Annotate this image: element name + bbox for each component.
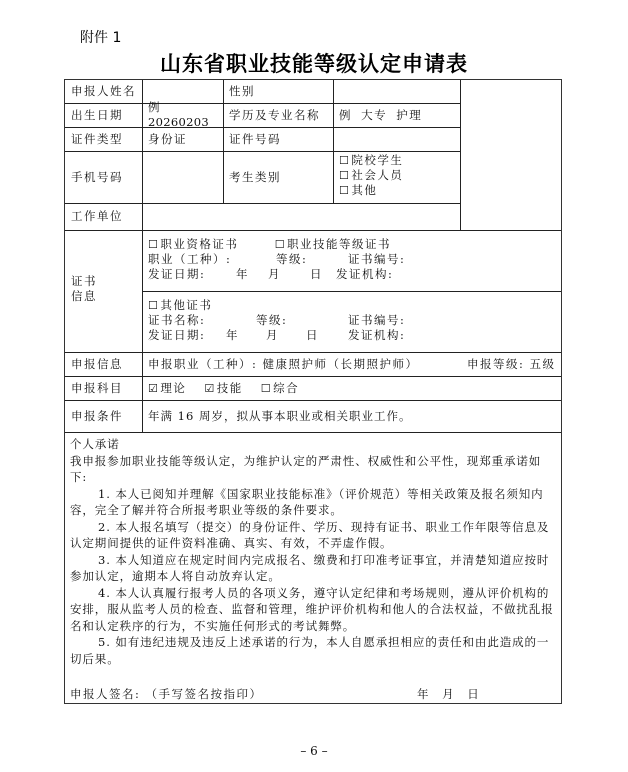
subject-comprehensive[interactable]: [261, 381, 299, 396]
other-cert-option[interactable]: [148, 298, 212, 312]
certificate-label-line2: 信息: [71, 289, 97, 303]
option-label: 其他: [351, 183, 378, 197]
subject-theory[interactable]: [148, 381, 186, 396]
category-option-other[interactable]: [339, 183, 460, 198]
option-label: 职业技能等级证书: [287, 237, 392, 251]
promise-intro: 我申报参加职业技能等级认定，为维护认定的严肃性、权威性和公平性，现郑重承诺如下:: [70, 453, 542, 484]
skill-level-cert-option[interactable]: [275, 237, 391, 251]
category-options: [333, 153, 460, 203]
subject-skill[interactable]: [204, 381, 242, 396]
year-label: 年: [236, 267, 249, 281]
checkbox-checked-icon[interactable]: ☑: [204, 381, 216, 395]
page-title: 山东省职业技能等级认定申请表: [160, 51, 468, 76]
id-type-field[interactable]: 身份证: [148, 131, 187, 146]
occupation-label: 职业（工种）:: [148, 252, 232, 266]
level-label: 等级:: [256, 313, 288, 327]
gender-label: 性别: [229, 84, 255, 98]
apply-info-label: 申报信息: [71, 356, 123, 371]
checkbox-icon[interactable]: ☐: [260, 381, 273, 395]
promise-item: 1. 本人已阅知并理解《国家职业技能标准》（评价规范）等相关政策及报名须知内容，完全了解并符合所报考职业等级的条件要求。: [70, 486, 544, 517]
certificate-block-2: [148, 298, 558, 343]
signature-date[interactable]: 年 月 日: [417, 687, 480, 701]
option-label: 综合: [273, 380, 300, 395]
option-label: 社会人员: [351, 168, 404, 182]
certificate-label: [71, 274, 141, 304]
subject-label: 申报科目: [71, 380, 123, 395]
birth-field[interactable]: 例 20260203: [148, 100, 209, 129]
education-label: 学历及专业名称: [229, 107, 320, 122]
certificate-block-1: [148, 237, 558, 282]
cert-name-label: 证书名称:: [148, 313, 206, 327]
attachment-label: 附件 1: [80, 30, 122, 46]
application-form: [64, 79, 562, 704]
work-unit-label: 工作单位: [71, 209, 123, 223]
phone-label: 手机号码: [71, 169, 123, 184]
option-label: 职业资格证书: [160, 237, 239, 251]
cert-number-label: 证书编号:: [348, 313, 406, 327]
condition-value: 年满 16 周岁，拟从事本职业或相关职业工作。: [148, 408, 412, 423]
cert-number-label: 证书编号:: [348, 252, 406, 266]
checkbox-icon[interactable]: ☐: [339, 169, 351, 182]
promise-item: 4. 本人认真履行报考人员的各项义务，遵守认定纪律和考场规则，遵从评价机构的安排，服从监考人员的检查、监督和管理，维护评价机构和他人的合法权益，不做扰乱报名和认定秩序的行为，不实施任何形式的考试舞弊。: [70, 585, 554, 633]
education-field[interactable]: 例 大专 护理: [339, 107, 423, 122]
promise-heading: 个人承诺: [70, 437, 120, 451]
category-option-public[interactable]: [339, 168, 460, 183]
issuer-label: 发证机构:: [336, 267, 394, 281]
issuer-label: 发证机构:: [348, 328, 406, 342]
promise-item: 5. 如有违纪违规及违反上述承诺的行为，本人自愿承担相应的责任和由此造成的一切后果。: [70, 635, 550, 666]
day-label: 日: [310, 267, 323, 281]
category-label: 考生类别: [229, 169, 281, 184]
work-unit-field[interactable]: [142, 203, 460, 230]
apply-info-row: [142, 352, 561, 376]
page-number: – 6 –: [300, 744, 328, 758]
option-label: 技能: [216, 380, 243, 395]
apply-level: 申报等级: 五级: [467, 356, 556, 371]
id-number-label: 证件号码: [229, 131, 281, 146]
phone-field[interactable]: [142, 151, 223, 203]
checkbox-icon[interactable]: ☐: [148, 238, 160, 251]
gender-field[interactable]: [333, 80, 460, 103]
birth-label: 出生日期: [71, 107, 123, 122]
photo-area[interactable]: [460, 80, 561, 230]
checkbox-icon[interactable]: ☐: [339, 154, 351, 167]
month-label: 月: [266, 328, 279, 342]
checkbox-icon[interactable]: ☐: [274, 238, 287, 251]
level-label: 等级:: [276, 252, 308, 266]
promise-item: 2. 本人报名填写（提交）的身份证件、学历、现持有证书、职业工作年限等信息及认定期间提供的证件资料准确、真实、有效，不弄虚作假。: [70, 519, 550, 550]
condition-label: 申报条件: [71, 408, 123, 423]
issue-date-label: 发证日期:: [148, 267, 206, 281]
signature-field[interactable]: 申报人签名: （手写签名按指印）: [70, 687, 263, 701]
issue-date-label: 发证日期:: [148, 328, 206, 342]
qualification-cert-option[interactable]: [148, 237, 238, 251]
personal-promise: [70, 436, 558, 667]
day-label: 日: [306, 328, 319, 342]
option-label: 院校学生: [351, 153, 404, 167]
subject-options: [142, 376, 561, 400]
apply-occupation: 申报职业（工种）: 健康照护师（长期照护师）: [148, 356, 419, 371]
month-label: 月: [268, 267, 281, 281]
year-label: 年: [226, 328, 239, 342]
checkbox-icon[interactable]: ☐: [339, 184, 351, 197]
option-label: 其他证书: [160, 298, 213, 312]
checkbox-icon[interactable]: ☐: [148, 299, 160, 312]
checkbox-checked-icon[interactable]: ☑: [148, 381, 160, 395]
option-label: 理论: [160, 380, 187, 395]
name-label: 申报人姓名: [71, 84, 136, 98]
id-number-field[interactable]: [333, 127, 460, 151]
certificate-label-line1: 证书: [71, 274, 97, 288]
id-type-label: 证件类型: [71, 131, 123, 146]
category-option-student[interactable]: [339, 153, 460, 168]
promise-item: 3. 本人知道应在规定时间内完成报名、缴费和打印准考证事宜，并清楚知道应按时参加认定，逾期本人将自动放弃认定。: [70, 552, 550, 583]
